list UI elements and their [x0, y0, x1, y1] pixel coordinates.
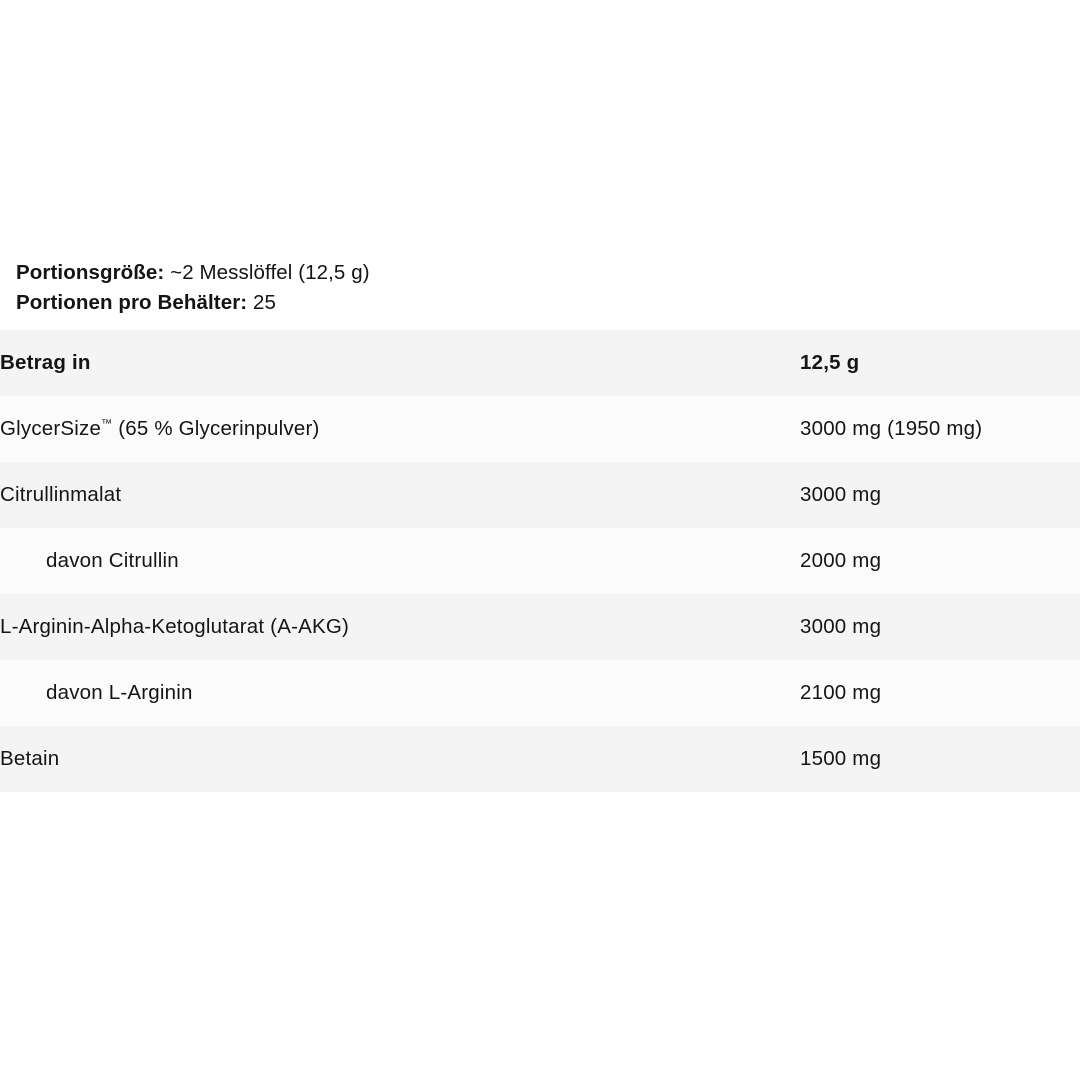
ingredient-name: Betain [0, 747, 60, 770]
serving-size-value: ~2 Messlöffel (12,5 g) [170, 261, 370, 284]
ingredient-name: L-Arginin-Alpha-Ketoglutarat (A-AKG) [0, 615, 350, 638]
table-row [0, 660, 1080, 726]
serving-size-label: Portionsgröße: [16, 261, 165, 284]
table-row [0, 528, 1080, 594]
ingredient-amount: 3000 mg [800, 483, 882, 506]
column-header-name: Betrag in [0, 351, 91, 374]
ingredient-amount: 3000 mg [800, 615, 882, 638]
supplement-facts-panel [0, 258, 1080, 792]
ingredient-name-suffix: (65 % Glycerinpulver) [112, 417, 320, 440]
table-row [0, 726, 1080, 792]
trademark-symbol: ™ [101, 418, 113, 431]
ingredient-sub-name: davon Citrullin [46, 549, 179, 572]
table-row [0, 462, 1080, 528]
column-header-amount: 12,5 g [800, 351, 860, 374]
ingredient-amount: 1500 mg [800, 747, 882, 770]
servings-per-container-line [16, 288, 1064, 318]
ingredient-name: Citrullinmalat [0, 483, 122, 506]
ingredient-name [0, 396, 800, 462]
serving-info-block [0, 258, 1080, 330]
table-row [0, 594, 1080, 660]
servings-per-container-label: Portionen pro Behälter: [16, 291, 248, 314]
supplement-facts-table [0, 330, 1080, 792]
ingredient-name-text: GlycerSize [0, 417, 102, 440]
ingredient-amount: 3000 mg (1950 mg) [800, 417, 983, 440]
serving-size-line [16, 258, 1064, 288]
ingredient-amount: 2000 mg [800, 549, 882, 572]
supplement-facts-body [0, 330, 1080, 792]
ingredient-sub-name: davon L-Arginin [46, 681, 193, 704]
table-row [0, 396, 1080, 462]
ingredient-amount: 2100 mg [800, 681, 882, 704]
servings-per-container-value: 25 [253, 291, 277, 314]
table-header-row [0, 330, 1080, 396]
